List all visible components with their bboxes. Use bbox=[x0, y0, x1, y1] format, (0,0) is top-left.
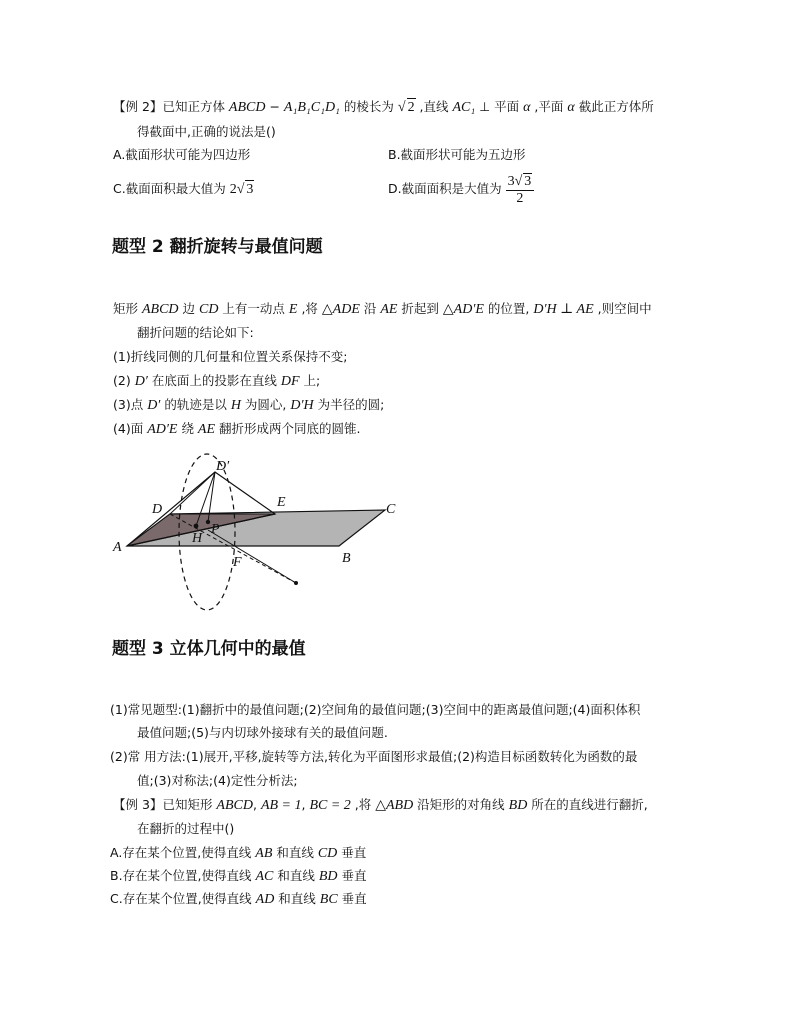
edge-sqrt: 2 bbox=[407, 100, 415, 115]
methods-line1: (2)常 用方法:(1)展开,平移,旋转等方法,转化为平面图形求最值;(2)构造目标函数转化为函数的最 bbox=[110, 749, 638, 764]
example2-line2: 得截面中,正确的说法是() bbox=[137, 124, 276, 139]
label-a: A bbox=[113, 540, 122, 555]
section-title-extrema: 题型 3 立体几何中的最值 bbox=[112, 639, 306, 659]
label-b: B bbox=[342, 551, 351, 566]
example3-option-b: B.存在某个位置,使得直线 AC 和直线 BD 垂直 bbox=[110, 868, 367, 884]
label-c: C bbox=[386, 502, 396, 517]
example3-line1: 【例 3】已知矩形 ABCD, AB = 1, BC = 2 ,将 △ABD 沿矩形的对角线 BD 所在的直线进行翻折, bbox=[113, 797, 648, 813]
label-p: P bbox=[211, 522, 220, 537]
example3-option-a: A.存在某个位置,使得直线 AB 和直线 CD 垂直 bbox=[110, 845, 367, 861]
example2-option-c: C.截面面积最大值为 2√ 3 bbox=[113, 181, 254, 197]
example2-line1: 【例 2】已知正方体 ABCD − A₁B₁C₁D₁ 的棱长为 √ 2 ,直线 AC₁ ⊥ 平面 α ,平面 α 截此正方体所 bbox=[113, 99, 654, 115]
cube-name: ABCD bbox=[228, 100, 266, 115]
folding-intro-line2: 翻折问题的结论如下: bbox=[137, 325, 254, 340]
label-d-prime: D′ bbox=[216, 459, 230, 474]
conclusion-3: (3)点 D′ 的轨迹是以 H 为圆心, D′H 为半径的圆; bbox=[113, 397, 385, 413]
example2-option-d: D.截面面积是大值为 $\frac{3√ 3}{2}$ bbox=[388, 171, 534, 207]
folding-figure bbox=[110, 450, 410, 615]
cube-top-name: A₁B₁C₁D₁ bbox=[283, 100, 340, 115]
label-f: F bbox=[233, 555, 242, 570]
example3-line2: 在翻折的过程中() bbox=[137, 821, 235, 836]
label-e: E bbox=[277, 495, 286, 510]
conclusion-2: (2) D′ 在底面上的投影在直线 DF 上; bbox=[113, 373, 321, 389]
conclusion-1: (1)折线同侧的几何量和位置关系保持不变; bbox=[113, 349, 348, 364]
conclusion-4: (4)面 AD′E 绕 AE 翻折形成两个同底的圆锥. bbox=[113, 421, 361, 437]
folding-intro-line1: 矩形 ABCD 边 CD 上有一动点 E ,将 △ADE 沿 AE 折起到 △AD′E 的位置, D′H ⊥ AE ,则空间中 bbox=[113, 301, 652, 317]
example2-option-b: B.截面形状可能为五边形 bbox=[388, 147, 526, 162]
label-d: D bbox=[152, 502, 163, 517]
label-h: H bbox=[192, 531, 203, 546]
methods-line2: 值;(3)对称法;(4)定性分析法; bbox=[137, 773, 298, 788]
common-types-line1: (1)常见题型:(1)翻折中的最值问题;(2)空间角的最值问题;(3)空间中的距离最值问题;(4)面积体积 bbox=[110, 702, 641, 717]
example-tag: 【例 2】 bbox=[113, 99, 163, 114]
example3-option-c: C.存在某个位置,使得直线 AD 和直线 BC 垂直 bbox=[110, 891, 367, 907]
section-title-folding: 题型 2 翻折旋转与最值问题 bbox=[112, 237, 323, 257]
common-types-line2: 最值问题;(5)与内切球外接球有关的最值问题. bbox=[137, 725, 388, 740]
example-tag: 【例 3】 bbox=[113, 797, 163, 812]
example2-option-a: A.截面形状可能为四边形 bbox=[113, 147, 251, 162]
fraction: $\frac{3√ 3}{2}$ bbox=[506, 173, 535, 207]
